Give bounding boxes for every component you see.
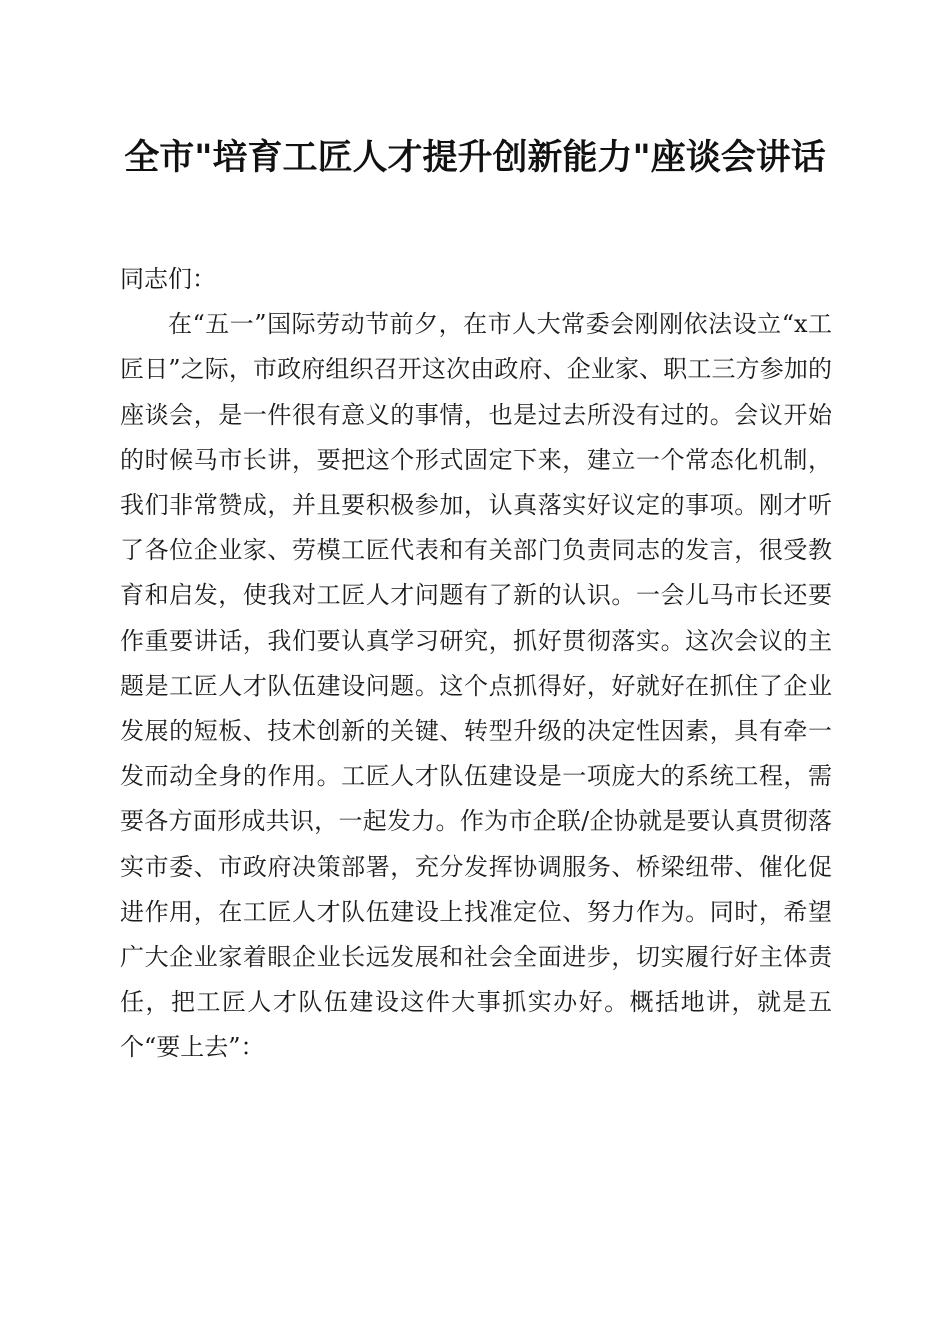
document-title: 全市"培育工匠人才提升创新能力"座谈会讲话	[124, 137, 826, 178]
body-paragraph: 在“五一”国际劳动节前夕，在市人大常委会刚刚依法设立“x工匠日”之际，市政府组织召开这次由政府、企业家、职工三方参加的座谈会，是一件很有意义的事情，也是过去所没有过的。会议开始的时候马市长讲，要把这个形式固定下来，建立一个常态化机制，我们非常赞成，并且要积极参加，认真落实好议定的事项。刚才听了各位企业家、劳模工匠代表和有关部门负责同志的发言，很受教育和启发，使我对工匠人才问题有了新的认识。一会儿马市长还要作重要讲话，我们要认真学习研究，抓好贯彻落实。这次会议的主题是工匠人才队伍建设问题。这个点抓得好，好就好在抓住了企业发展的短板、技术创新的关键、转型升级的决定性因素，具有牵一发而动全身的作用。工匠人才队伍建设是一项庞大的系统工程，需要各方面形成共识，一起发力。作为市企联/企协就是要认真贯彻落实市委、市政府决策部署，充分发挥协调服务、桥梁纽带、催化促进作用，在工匠人才队伍建设上找准定位、努力作为。同时，希望广大企业家着眼企业长远发展和社会全面进步，切实履行好主体责任，把工匠人才队伍建设这件大事抓实办好。概括地讲，就是五个“要上去”：	[120, 310, 832, 1062]
document-body	[120, 257, 832, 1071]
salutation: 同志们：	[120, 265, 216, 293]
